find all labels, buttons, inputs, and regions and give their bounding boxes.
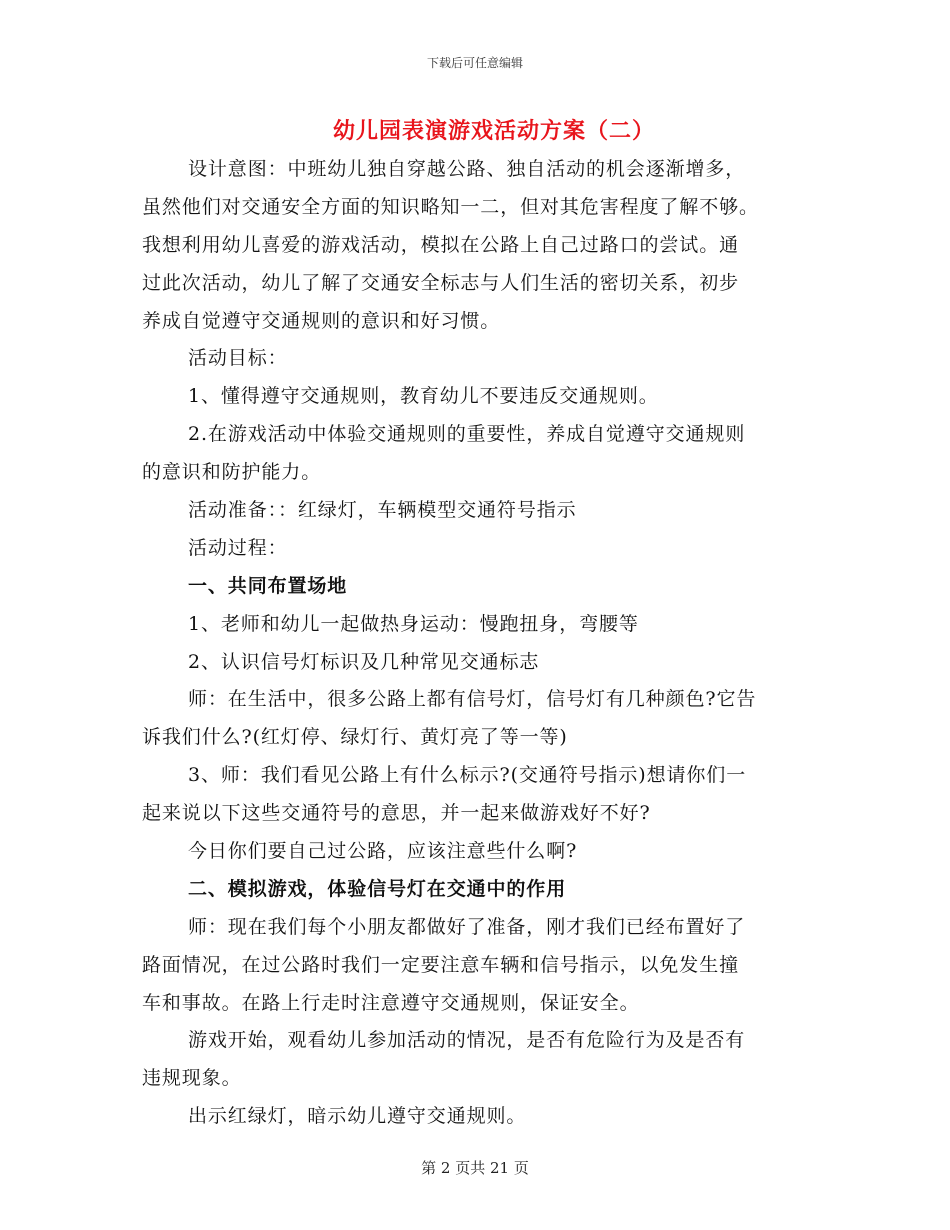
body-line: 3、师：我们看见公路上有什么标示?(交通符号指示)想请你们一 [188,764,747,787]
body-line: 养成自觉遵守交通规则的意识和好习惯。 [142,309,501,332]
body-line: 的意识和防护能力。 [142,461,322,484]
body-line: 虽然他们对交通安全方面的知识略知一二，但对其危害程度了解不够。 [142,195,759,218]
body-line: 违规现象。 [142,1067,242,1090]
body-line: 出示红绿灯，暗示幼儿遵守交通规则。 [188,1105,527,1128]
body-line: 起来说以下这些交通符号的意思，并一起来做游戏好不好? [142,802,651,825]
body-line: 2、认识信号灯标识及几种常见交通标志 [188,650,540,673]
page-number-footer: 第 2 页共 21 页 [421,1159,529,1177]
body-line: 活动目标： [188,347,288,370]
section-heading: 一、共同布置场地 [188,574,348,597]
body-line: 路面情况，在过公路时我们一定要注意车辆和信号指示，以免发生撞 [142,953,740,976]
body-line: 过此次活动，幼儿了解了交通安全标志与人们生活的密切关系，初步 [142,271,740,294]
body-line: 设计意图：中班幼儿独自穿越公路、独自活动的机会逐渐增多， [188,158,746,180]
body-line: 1、懂得遵守交通规则，教育幼儿不要违反交通规则。 [188,385,659,408]
body-line: 师：现在我们每个小朋友都做好了准备，刚才我们已经布置好了 [188,915,746,938]
section-heading: 二、模拟游戏，体验信号灯在交通中的作用 [188,877,567,900]
body-line: 师：在生活中，很多公路上都有信号灯，信号灯有几种颜色?它告 [188,688,757,711]
body-line: 活动过程： [188,536,288,559]
body-line: 车和事故。在路上行走时注意遵守交通规则，保证安全。 [142,991,640,1014]
body-line: 诉我们什么?(红灯停、绿灯行、黄灯亮了等一等) [142,726,568,749]
body-line: 1、老师和幼儿一起做热身运动：慢跑扭身，弯腰等 [188,612,639,635]
body-line: 活动准备：：红绿灯，车辆模型交通符号指示 [188,499,577,522]
document-body [142,151,810,1136]
body-line: 今日你们要自己过公路，应该注意些什么啊? [188,840,578,863]
body-line: 我想利用幼儿喜爱的游戏活动，模拟在公路上自己过路口的尝试。通 [142,233,740,256]
body-line: 游戏开始，观看幼儿参加活动的情况，是否有危险行为及是否有 [188,1029,746,1052]
body-line: 2.在游戏活动中体验交通规则的重要性，养成自觉遵守交通规则 [188,423,746,446]
page-header: 下载后可任意编辑 [426,56,523,70]
document-title: 幼儿园表演游戏活动方案（二） [332,118,655,144]
